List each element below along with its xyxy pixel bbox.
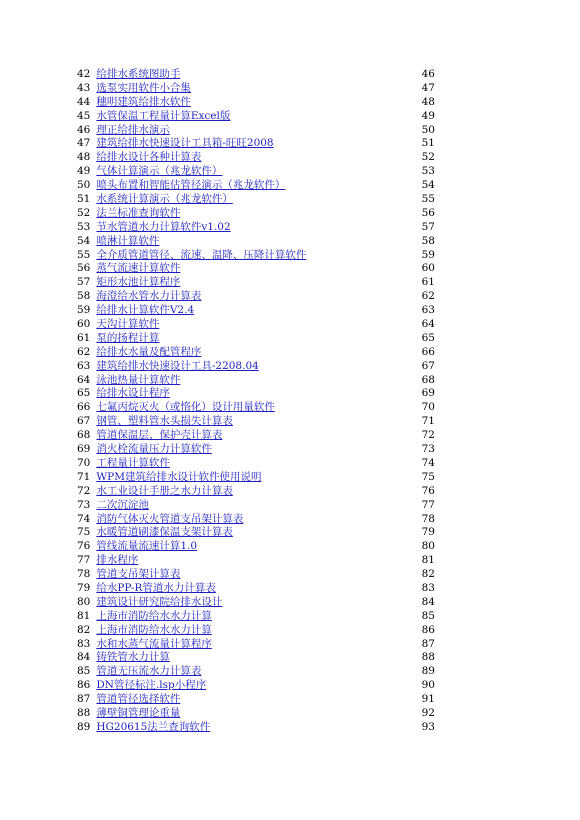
toc-entry-page-number: 51 [421,137,435,150]
toc-entry-page-number: 47 [421,81,435,94]
toc-entry-link[interactable]: 穗明建筑给排水软件 [96,95,191,108]
toc-entry [77,68,437,82]
toc-entry-link[interactable]: 管道支吊架计算表 [96,568,181,581]
toc-entry-number: 72 [77,484,91,497]
toc-entry-link[interactable]: 矩形水池计算程序 [96,276,181,289]
toc-entry [77,235,437,249]
toc-entry [77,110,437,124]
toc-entry [77,610,437,624]
toc-entry-link[interactable]: 给排水水量及配管程序 [96,345,202,358]
table-of-contents [77,68,437,735]
toc-entry-number: 56 [77,262,91,275]
toc-entry-link[interactable]: 建筑给排水快速设计工具箱-旺旺2008 [96,137,274,150]
toc-entry [77,290,437,304]
toc-entry-page-number: 83 [421,581,435,594]
toc-entry-link[interactable]: 排水程序 [96,554,139,567]
toc-entry-number: 54 [77,234,91,247]
toc-entry-page-number: 89 [421,665,435,678]
toc-entry-link[interactable]: 管道无压流水力计算表 [96,665,202,678]
toc-entry-link[interactable]: 水工业设计手册之水力计算表 [96,484,233,497]
toc-entry [77,151,437,165]
toc-entry-number: 80 [77,595,91,608]
toc-entry [77,526,437,540]
toc-entry-link[interactable]: 蒸气流速计算软件 [96,262,181,275]
toc-entry-number: 82 [77,623,91,636]
toc-entry-link[interactable]: 消火栓流量压力计算软件 [96,443,212,456]
toc-entry-number: 76 [77,540,91,553]
toc-entry-number: 61 [77,331,91,344]
toc-entry-link[interactable]: 喷淋计算软件 [96,234,160,247]
toc-entry [77,471,437,485]
toc-entry-page-number: 49 [421,109,435,122]
toc-entry [77,568,437,582]
toc-entry-page-number: 52 [421,151,435,164]
toc-entry-link[interactable]: 上海市消防给水水力计算 [96,623,212,636]
toc-entry [77,624,437,638]
toc-entry-number: 43 [77,81,91,94]
toc-entry-link[interactable]: 钢管、塑料管水头损失计算表 [96,415,233,428]
toc-entry [77,707,437,721]
toc-entry [77,429,437,443]
toc-entry-page-number: 82 [421,568,435,581]
toc-entry-number: 68 [77,429,91,442]
toc-entry-page-number: 93 [421,720,435,733]
toc-entry-link[interactable]: 七氟丙烷灭火（或惰化）设计用量软件 [96,401,275,414]
toc-entry [77,124,437,138]
toc-entry [77,679,437,693]
toc-entry-link[interactable]: 给水PP-R管道水力计算表 [96,581,216,594]
toc-entry [77,499,437,513]
toc-entry-page-number: 86 [421,623,435,636]
toc-entry-link[interactable]: 管道保温层、保护壳计算表 [96,429,223,442]
toc-entry-link[interactable]: 建筑给排水快速设计工具-2208.04 [96,359,259,372]
toc-entry-page-number: 50 [421,123,435,136]
toc-entry-number: 84 [77,651,91,664]
toc-entry-number: 52 [77,206,91,219]
toc-entry-link[interactable]: 给排水系统图助手 [96,68,181,80]
toc-entry-number: 48 [77,151,91,164]
toc-entry-link[interactable]: 全介质管道管径、流速、温降、压降计算软件 [96,248,307,261]
toc-entry-number: 55 [77,248,91,261]
toc-entry [77,346,437,360]
toc-entry-page-number: 59 [421,248,435,261]
toc-entry-link[interactable]: 二次沉淀池 [96,498,149,511]
toc-entry [77,485,437,499]
toc-entry-page-number: 58 [421,234,435,247]
toc-entry-page-number: 57 [421,220,435,233]
toc-entry-number: 51 [77,193,91,206]
toc-entry-number: 79 [77,581,91,594]
toc-entry-link[interactable]: 水暖管道刷漆保温支架计算表 [96,526,233,539]
toc-entry-number: 69 [77,443,91,456]
toc-entry-number: 74 [77,512,91,525]
toc-entry [77,318,437,332]
toc-entry [77,387,437,401]
toc-entry [77,374,437,388]
toc-entry [77,165,437,179]
toc-entry [77,193,437,207]
toc-entry-number: 42 [77,68,91,80]
toc-entry-link[interactable]: 水和水蒸气流量计算程序 [96,637,212,650]
toc-entry-page-number: 72 [421,429,435,442]
toc-entry-page-number: 79 [421,526,435,539]
toc-entry-number: 86 [77,679,91,692]
toc-entry [77,304,437,318]
toc-entry [77,665,437,679]
toc-entry-number: 85 [77,665,91,678]
toc-entry-page-number: 73 [421,443,435,456]
toc-entry-number: 58 [77,290,91,303]
toc-entry [77,137,437,151]
toc-entry-link[interactable]: 给排水设计各种计算表 [96,151,202,164]
toc-entry-page-number: 46 [421,68,435,80]
toc-entry-link[interactable]: 建筑设计研究院给排水设计 [96,595,223,608]
toc-entry-page-number: 60 [421,262,435,275]
toc-entry [77,540,437,554]
toc-entry-number: 45 [77,109,91,122]
toc-entry-link[interactable]: 消防气体灭火管道支吊架计算表 [96,512,244,525]
toc-entry-page-number: 76 [421,484,435,497]
toc-entry-number: 88 [77,706,91,719]
toc-entry-page-number: 77 [421,498,435,511]
toc-entry-link[interactable]: 给排水设计程序 [96,387,170,400]
toc-entry-page-number: 70 [421,401,435,414]
toc-entry [77,596,437,610]
toc-entry-page-number: 80 [421,540,435,553]
toc-entry-link[interactable]: 工程量计算软件 [96,456,170,469]
toc-entry [77,179,437,193]
toc-entry-number: 46 [77,123,91,136]
toc-entry-link[interactable]: 选泵实用软件小合集 [96,81,191,94]
toc-entry-link[interactable]: 水管保温工程量计算Excel版 [96,109,231,122]
toc-entry-number: 64 [77,373,91,386]
toc-entry [77,443,437,457]
toc-entry-number: 59 [77,304,91,317]
toc-entry-page-number: 88 [421,651,435,664]
toc-entry-link[interactable]: 气体计算演示（兆龙软件） [96,165,223,178]
toc-entry-number: 78 [77,568,91,581]
toc-entry-link[interactable]: 管线流量流速计算1.0 [96,540,198,553]
toc-entry-number: 65 [77,387,91,400]
toc-entry-number: 57 [77,276,91,289]
toc-entry-link[interactable]: 管道管径选择软件 [96,693,181,706]
toc-entry-page-number: 64 [421,318,435,331]
toc-entry-number: 49 [77,165,91,178]
toc-entry-link[interactable]: 理正给排水演示 [96,123,170,136]
toc-entry-page-number: 65 [421,331,435,344]
toc-entry-number: 89 [77,720,91,733]
toc-entry-number: 53 [77,220,91,233]
toc-entry-page-number: 55 [421,193,435,206]
toc-entry-link[interactable]: DN管径标注.lsp小程序 [96,679,207,692]
toc-entry-page-number: 78 [421,512,435,525]
toc-entry-page-number: 62 [421,290,435,303]
toc-entry-page-number: 90 [421,679,435,692]
toc-entry-page-number: 85 [421,609,435,622]
toc-entry-number: 75 [77,526,91,539]
toc-entry [77,513,437,527]
toc-entry-number: 83 [77,637,91,650]
toc-entry [77,262,437,276]
toc-entry [77,721,437,735]
toc-entry-link[interactable]: 海澄给水管水力计算表 [96,290,202,303]
toc-entry [77,415,437,429]
toc-entry [77,96,437,110]
toc-entry-number: 63 [77,359,91,372]
toc-entry-page-number: 54 [421,179,435,192]
toc-entry-number: 60 [77,318,91,331]
toc-entry-page-number: 48 [421,95,435,108]
toc-entry-link[interactable]: 铸铁管水力计算 [96,651,170,664]
toc-entry-link[interactable]: 上海市消防给水水力计算 [96,609,212,622]
toc-entry-link[interactable]: 节水管道水力计算软件v1.02 [96,220,231,233]
toc-entry-link[interactable]: 泵的扬程计算 [96,331,160,344]
toc-entry-number: 70 [77,456,91,469]
toc-entry-link[interactable]: WPM建筑给排水设计软件使用说明 [96,470,262,483]
toc-entry [77,554,437,568]
toc-entry-page-number: 84 [421,595,435,608]
toc-entry-page-number: 75 [421,470,435,483]
toc-entry-link[interactable]: 薄壁铜管理论重量 [96,706,181,719]
toc-entry [77,638,437,652]
toc-entry-link[interactable]: 水系统计算演示（兆龙软件） [96,193,233,206]
toc-entry-page-number: 66 [421,345,435,358]
toc-entry-link[interactable]: 天沟计算软件 [96,318,160,331]
toc-entry-page-number: 67 [421,359,435,372]
toc-entry-page-number: 53 [421,165,435,178]
toc-entry-number: 73 [77,498,91,511]
toc-entry-page-number: 61 [421,276,435,289]
toc-entry-page-number: 69 [421,387,435,400]
toc-entry-page-number: 71 [421,415,435,428]
toc-entry-number: 66 [77,401,91,414]
toc-entry-number: 81 [77,609,91,622]
toc-entry [77,582,437,596]
toc-entry-number: 67 [77,415,91,428]
toc-entry-link[interactable]: HG20615法兰查询软件 [96,720,211,733]
toc-entry-page-number: 87 [421,637,435,650]
toc-entry [77,332,437,346]
toc-entry-page-number: 68 [421,373,435,386]
toc-entry-number: 62 [77,345,91,358]
toc-entry [77,457,437,471]
toc-entry-number: 77 [77,554,91,567]
toc-entry-number: 71 [77,470,91,483]
toc-entry-page-number: 74 [421,456,435,469]
toc-entry [77,401,437,415]
toc-entry-page-number: 56 [421,206,435,219]
toc-entry [77,651,437,665]
toc-entry [77,693,437,707]
toc-entry-page-number: 63 [421,304,435,317]
toc-entry-page-number: 91 [421,693,435,706]
toc-entry [77,207,437,221]
toc-entry-link[interactable]: 喷头布置和智能估管径演示（兆龙软件） [96,179,286,192]
toc-entry [77,276,437,290]
toc-entry-page-number: 92 [421,706,435,719]
toc-entry [77,82,437,96]
toc-entry [77,221,437,235]
toc-entry-number: 47 [77,137,91,150]
toc-entry-page-number: 81 [421,554,435,567]
toc-entry-number: 44 [77,95,91,108]
toc-entry-link[interactable]: 泳池热量计算软件 [96,373,181,386]
toc-entry-link[interactable]: 给排水计算软件V2.4 [96,304,195,317]
toc-entry [77,360,437,374]
toc-entry-link[interactable]: 法兰标准查询软件 [96,206,181,219]
toc-entry [77,249,437,263]
toc-entry-number: 87 [77,693,91,706]
toc-entry-number: 50 [77,179,91,192]
